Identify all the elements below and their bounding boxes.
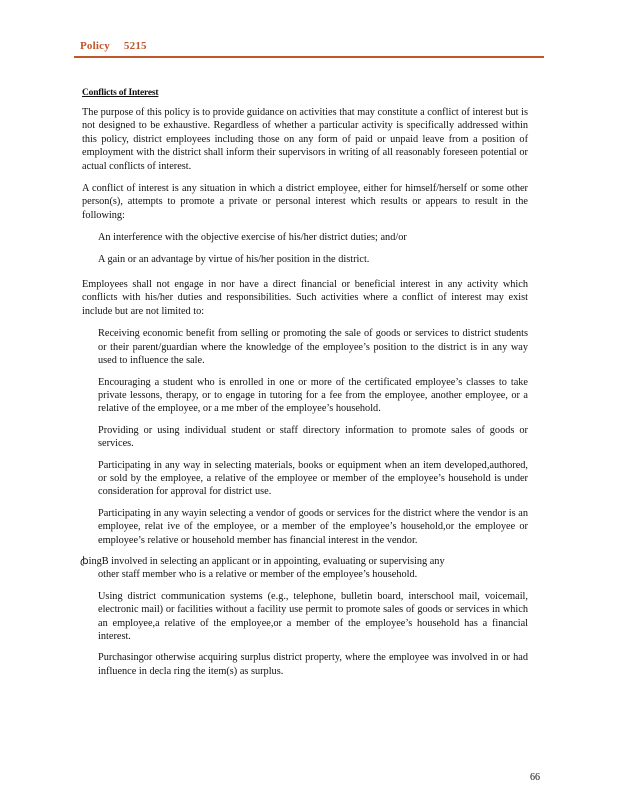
consequence-list: [82, 231, 528, 266]
page-number: 66: [530, 772, 540, 783]
activities-list-continued: [82, 590, 528, 678]
intro-paragraph: The purpose of this policy is to provide guidance on activities that may constitute a conflict of interest but is not designed to be exhaustive. Regardless of whether a particular activity is specifically addressed within this policy, district employees including those on any form of paid or unpaid leave from a position of employment with the district shall inform their supervisors in writing of all reasonably foreseen potential or actual conflicts of interest.: [82, 107, 528, 172]
list-item: Participating in any wayin selecting a vendor of goods or services for the district where the vendor is an employee, relat ive of the employee, or a member of the employee’s household,or the employee or employee’s relative or household member has financial interest in the vendor.: [98, 507, 528, 546]
list-item: Encouraging a student who is enrolled in one or more of the certificated employee’s classes to take private lessons, therapy, or to engage in tutoring for a fee from the employee, another employee, or a relative of the employee, or a me mber of the employee’s household.: [98, 376, 528, 415]
activities-list: [82, 327, 528, 547]
definition-paragraph: A conflict of interest is any situation in which a district employee, either for himself/herself or some other person(s), attempts to promote a private or personal interest which results or appears to result in the following:: [82, 183, 528, 221]
policy-number: 5215: [123, 40, 147, 52]
list-item: [82, 555, 528, 582]
activities-paragraph: Employees shall not engage in nor have a direct financial or beneficial interest in any activity which conflicts with his/her duties and responsibilities. Such activities where a conflict of interest may exist include but are not limited to:: [82, 279, 528, 317]
list-item: Providing or using individual student or staff directory information to promote sales of goods or services.: [98, 424, 528, 450]
list-item: A gain or an advantage by virtue of his/her position in the district.: [98, 253, 370, 265]
list-item: Receiving economic benefit from selling or promoting the sale of goods or services to district students or their parent/guardian where the knowledge of the employee’s position to the district is in any way used to influence the sale.: [98, 328, 528, 367]
list-item: Purchasingor otherwise acquiring surplus district property, where the employee was involved in or had influence in decla ring the item(s) as surplus.: [98, 652, 528, 677]
list-item: An interference with the objective exercise of his/her district duties; and/or: [98, 232, 407, 244]
list-item-continuation: other staff member who is a relative or member of the employee’s household.: [98, 569, 418, 581]
document-body: [82, 106, 528, 686]
list-item: Using district communication systems (e.g., telephone, bulletin board, interschool mail, voicemail, electronic mail) or facilities without a facility use permit to promote sales of goods or services in which an employee,a relative of the employee,or a member of the employee’s household has a financial interest.: [98, 590, 528, 642]
list-item: Participating in any way in selecting materials, books or equipment when an item developed,authored, or sold by the employee, a relative of the employee or member of the employee’s household is under consideration for approval for district use.: [98, 459, 528, 498]
header-rule: [74, 56, 544, 58]
page-header: [80, 40, 147, 52]
list-item-first-line: ꞗingB involved in selecting an applicant or in appointing, evaluating or supervising any: [80, 555, 445, 567]
policy-label: Policy: [80, 40, 110, 52]
section-title: Conflicts of Interest: [82, 88, 159, 98]
